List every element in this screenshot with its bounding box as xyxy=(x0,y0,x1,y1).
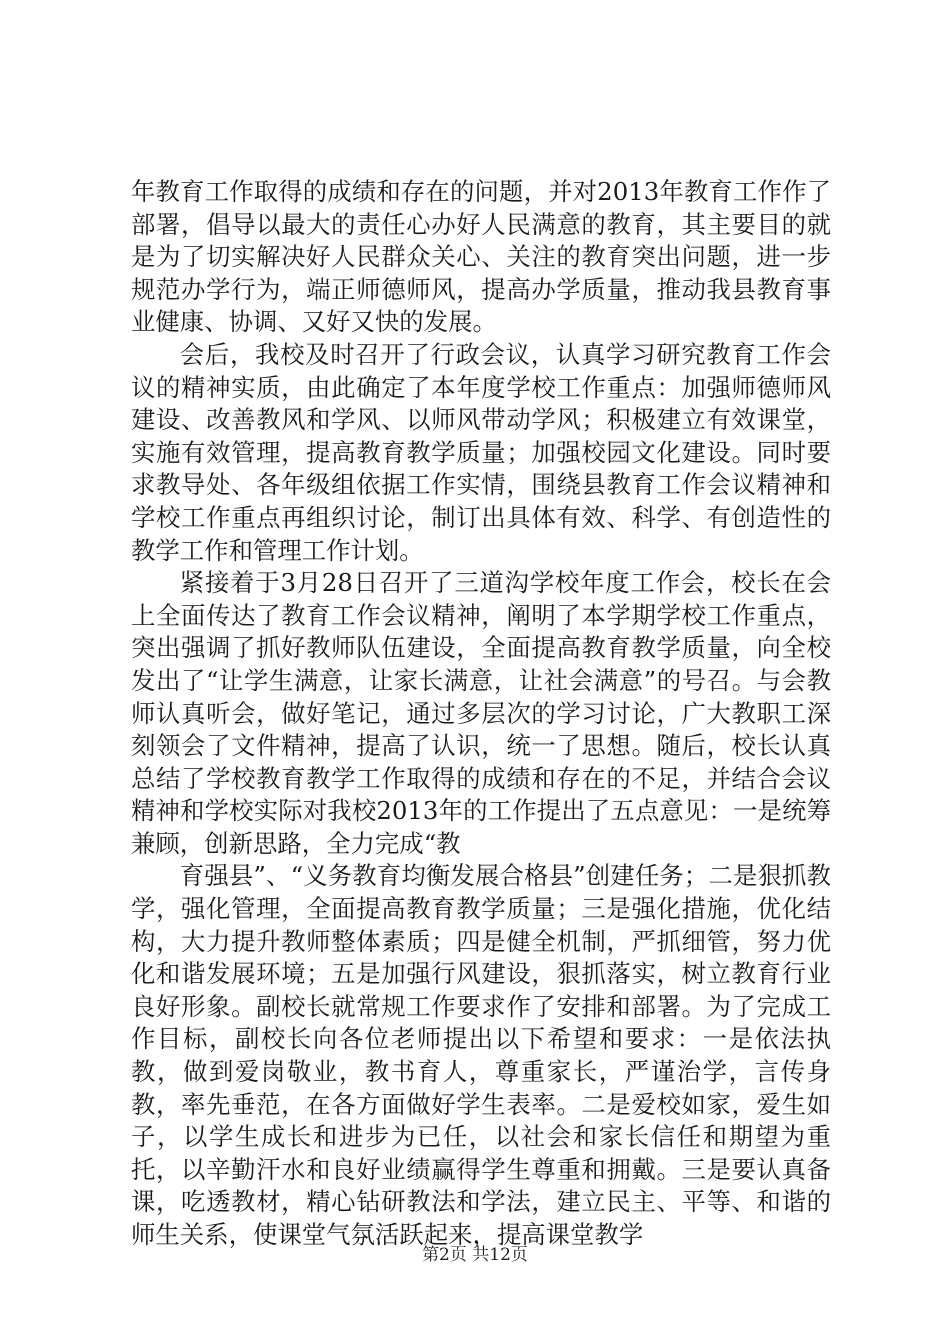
paragraph-2: 会后，我校及时召开了行政会议，认真学习研究教育工作会议的精神实质，由此确定了本年度学校工作重点：加强师德师风建设、改善教风和学风、以师风带动学风；积极建立有效课堂，实施有效管理，提高教育教学质量；加强校园文化建设。同时要求教导处、各年级组依据工作实情，围绕县教育工作会议精神和学校工作重点再组织讨论，制订出具体有效、科学、有创造性的教学工作和管理工作计划。 xyxy=(131,339,831,565)
paragraph-3: 紧接着于3月28日召开了三道沟学校年度工作会，校长在会上全面传达了教育工作会议精神，阐明了本学期学校工作重点，突出强调了抓好教师队伍建设，全面提高教育教学质量，向全校发出了“让学生满意，让家长满意，让社会满意”的号召。与会教师认真听会，做好笔记，通过多层次的学习讨论，广大教职工深刻领会了文件精神，提高了认识，统一了思想。随后，校长认真总结了学校教育教学工作取得的成绩和存在的不足，并结合会议精神和学校实际对我校2013年的工作提出了五点意见：一是统筹兼顾，创新思路，全力完成“教 xyxy=(131,568,831,858)
paragraph-4: 育强县”、“义务教育均衡发展合格县”创建任务；二是狠抓教学，强化管理，全面提高教育教学质量；三是强化措施，优化结构，大力提升教师整体素质；四是健全机制，严抓细管，努力优化和谐发展环境；五是加强行风建设，狠抓落实，树立教育行业良好形象。副校长就常规工作要求作了安排和部署。为了完成工作目标，副校长向各位老师提出以下希望和要求：一是依法执教，做到爱岗敬业，教书育人，尊重家长，严谨治学，言传身教，率先垂范，在各方面做好学生表率。二是爱校如家，爱生如子，以学生成长和进步为已任，以社会和家长信任和期望为重托，以辛勤汗水和良好业绩赢得学生尊重和拥戴。三是要认真备课，吃透教材，精心钻研教法和学法，建立民主、平等、和谐的师生关系，使课堂气氛活跃起来，提高课堂教学 xyxy=(131,861,831,1249)
paragraph-1: 年教育工作取得的成绩和存在的问题，并对2013年教育工作作了部署，倡导以最大的责任心办好人民满意的教育，其主要目的就是为了切实解决好人民群众关心、关注的教育突出问题，进一步规范办学行为，端正师德师风，提高办学质量，推动我县教育事业健康、协调、又好又快的发展。 xyxy=(131,177,831,337)
document-body xyxy=(131,176,831,1252)
page-number-footer: 第2页 共12页 xyxy=(422,1245,528,1265)
